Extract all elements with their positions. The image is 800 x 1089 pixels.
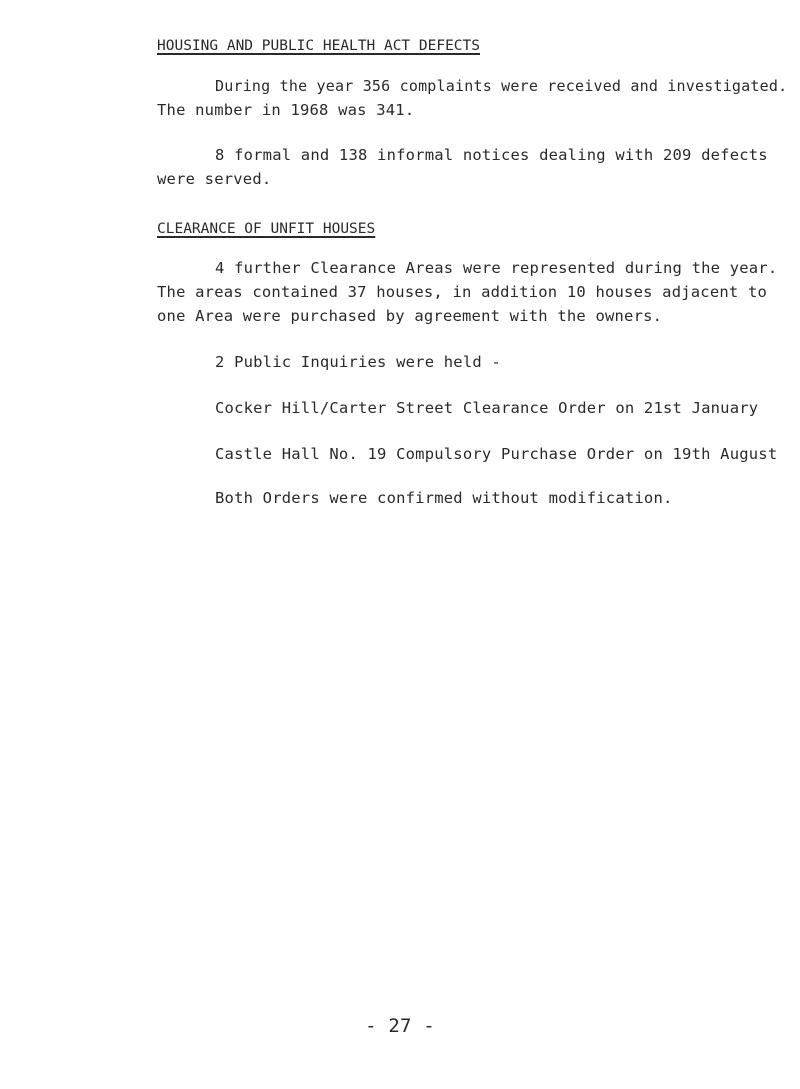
paragraph-line: 8 formal and 138 informal notices dealing with 209 defects [215, 146, 768, 164]
paragraph-line: 4 further Clearance Areas were represented during the year. [215, 259, 778, 277]
paragraph-line: were served. [157, 170, 272, 188]
paragraph-line: During the year 356 complaints were received and investigated. [215, 77, 788, 95]
section-heading-clearance: CLEARANCE OF UNFIT HOUSES [157, 221, 376, 237]
paragraph-line: one Area were purchased by agreement with the owners. [157, 307, 663, 325]
paragraph-line: The areas contained 37 houses, in addition 10 houses adjacent to [157, 283, 768, 301]
page-number: - 27 - [365, 1015, 435, 1037]
inquiry-item: Castle Hall No. 19 Compulsory Purchase Order on 19th August [215, 445, 778, 463]
paragraph-line: 2 Public Inquiries were held - [215, 353, 501, 371]
section-heading-housing: HOUSING AND PUBLIC HEALTH ACT DEFECTS [157, 38, 481, 54]
inquiry-item: Cocker Hill/Carter Street Clearance Order on 21st January [215, 399, 759, 417]
paragraph-line: The number in 1968 was 341. [157, 101, 415, 119]
paragraph-line: Both Orders were confirmed without modification. [215, 489, 673, 507]
